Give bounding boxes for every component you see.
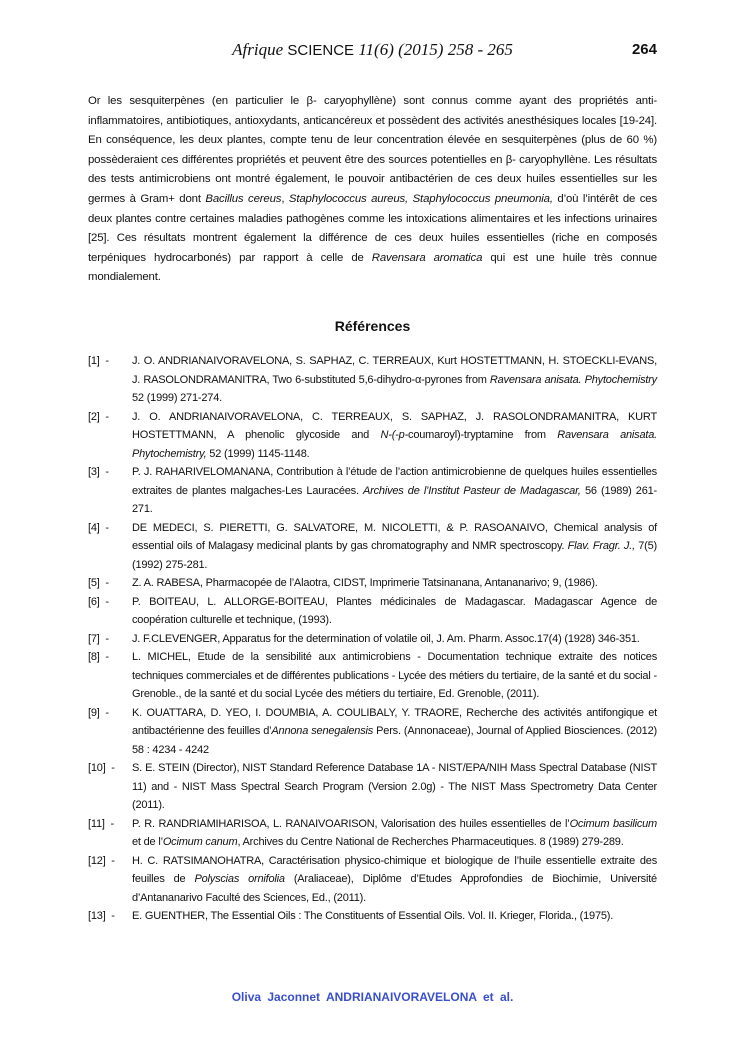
reference-item xyxy=(88,648,657,704)
reference-number: [12] - xyxy=(88,854,115,867)
reference-text: H. C. RATSIMANOHATRA, Caractérisation physico-chimique et biologique de l’huile essentielle extraite des feuilles de Polyscias ornifolia (Araliaceae), Diplôme d’Etudes Approfondies de Biochimie, Université d’Antananarivo Faculté des Sciences, Ed., (2011). xyxy=(132,854,657,904)
journal-name-afrique: Afrique xyxy=(232,40,284,59)
reference-number: [9] - xyxy=(88,706,109,719)
reference-item xyxy=(88,519,657,575)
reference-text: L. MICHEL, Etude de la sensibilité aux antimicrobiens - Documentation technique extraite des notices techniques commerciales et de différentes publications - Lycée des métiers du tertiaire, de la santé et du social - Grenoble., de la santé et du social Lycée des métiers du tertiaire, Ed. Grenoble, (2011). xyxy=(132,651,657,700)
reference-number: [7] - xyxy=(88,632,109,645)
reference-number: [2] - xyxy=(88,410,109,423)
body-paragraph xyxy=(88,92,657,288)
reference-item xyxy=(88,815,657,852)
body-text-3: d’où l’intérêt de ces deux plantes contre certaines maladies pathogènes comme les intoxications alimentaires et les infections urinaires [25]. Ces résultats montrent également la différence de ces deux huiles essentielles (riche en composés terpéniques hydrocarbonés) par rapport à celle de xyxy=(88,192,658,264)
running-footer-authors: Oliva Jaconnet ANDRIANAIVORAVELONA et al. xyxy=(231,990,514,1004)
reference-item xyxy=(88,704,657,760)
reference-item xyxy=(88,463,657,519)
running-header xyxy=(88,40,657,64)
journal-title xyxy=(88,40,657,60)
reference-item xyxy=(88,630,657,649)
body-italic-3: Ravensara aromatica xyxy=(371,251,483,264)
reference-text: P. R. RANDRIAMIHARISOA, L. RANAIVOARISON, Valorisation des huiles essentielles de l’Ocimum basilicum et de l’Ocimum canum, Archives du Centre National de Recherches Pharmaceutiques. 8 (1989) 279-289. xyxy=(132,817,657,848)
reference-text: P. J. RAHARIVELOMANANA, Contribution à l’étude de l’action antimicrobienne de quelques huiles essentielles extraites de plantes malgaches-Les Lauracées. Archives de l’Institut Pasteur de Madagascar, 56 (1989) 261-271. xyxy=(132,466,657,515)
reference-number: [1] - xyxy=(88,355,109,367)
reference-item xyxy=(88,759,657,815)
reference-text: DE MEDECI, S. PIERETTI, G. SALVATORE, M. NICOLETTI, & P. RASOANAIVO, Chemical analysis of essential oils of Malagasy medicinal plants by gas chromatography and NMR spectroscopy. Flav. Fragr. J., 7(5) (1992) 275-281. xyxy=(132,521,658,571)
body-text-2: , xyxy=(281,192,289,205)
reference-list xyxy=(88,352,657,926)
reference-text: E. GUENTHER, The Essential Oils : The Constituents of Essential Oils. Vol. II. Krieger, Florida., (1975). xyxy=(132,910,614,922)
journal-volume: 11(6) (2015) 258 - 265 xyxy=(358,40,513,59)
reference-item xyxy=(88,408,657,464)
reference-item xyxy=(88,593,657,630)
reference-number: [4] - xyxy=(88,521,109,534)
body-text-1: Or les sesquiterpènes (en particulier le β- caryophyllène) sont connus comme ayant des propriétés anti-inflammatoires, antibiotiques, antioxydants, anticancéreux et possèdent des activités anesthésiques locales [19-24]. En conséquence, les deux plantes, compte tenu de leur concentration élevée en sesquiterpènes (plus de 60 %) possèderaient ces différentes propriétés et peuvent être des sources potentielles en β- caryophyllène. Les résultats des tests antimicrobiens ont montré également, le pouvoir antibactérien de ces deux huiles essentielles sur les germes à Gram+ dont xyxy=(88,95,657,205)
reference-item xyxy=(88,907,657,926)
reference-item xyxy=(88,352,657,408)
body-italic-1: Bacillus cereus xyxy=(205,192,282,205)
reference-text: K. OUATTARA, D. YEO, I. DOUMBIA, A. COULIBALY, Y. TRAORE, Recherche des activités antifongique et antibactérienne des feuilles d’Annona senegalensis Pers. (Annonaceae), Journal of Applied Biosciences. (2012) 58 : 4234 - 4242 xyxy=(132,706,657,756)
reference-number: [10] - xyxy=(88,762,115,774)
reference-item xyxy=(88,574,657,593)
reference-item xyxy=(88,852,657,908)
reference-number: [5] - xyxy=(88,577,109,589)
reference-text: J. O. ANDRIANAIVORAVELONA, C. TERREAUX, S. SAPHAZ, J. RASOLONDRAMANITRA, KURT HOSTETTMANN, A phenolic glycoside and N-(-p-coumaroyl)-tryptamine from Ravensara anisata. Phytochemistry, 52 (1999) 1145-1148. xyxy=(132,410,657,460)
reference-number: [6] - xyxy=(88,595,109,608)
journal-name-science: SCIENCE xyxy=(287,42,355,59)
reference-text: Z. A. RABESA, Pharmacopée de l’Alaotra, CIDST, Imprimerie Tatsinanana, Antananarivo; 9, (1986). xyxy=(132,577,598,589)
reference-text: S. E. STEIN (Director), NIST Standard Reference Database 1A - NIST/EPA/NIH Mass Spectral Database (NIST 11) and - NIST Mass Spectral Search Program (Version 2.0g) - The NIST Mass Spectrometry Data Center (2011). xyxy=(132,762,657,811)
reference-number: [8] - xyxy=(88,651,109,663)
body-italic-2: Staphylococcus aureus, Staphylococcus pneumonia, xyxy=(288,192,553,205)
reference-number: [11] - xyxy=(88,817,114,830)
body-text-4: qui est une huile très connue mondialement. xyxy=(88,251,657,284)
reference-text: J. F.CLEVENGER, Apparatus for the determination of volatile oil, J. Am. Pharm. Assoc.17(4) (1928) 346-351. xyxy=(132,632,640,645)
page-number: 264 xyxy=(631,41,657,58)
reference-text: P. BOITEAU, L. ALLORGE-BOITEAU, Plantes médicinales de Madagascar. Madagascar Agence de coopération culturelle et technique, (1993). xyxy=(132,595,657,626)
reference-number: [3] - xyxy=(88,466,109,478)
references-heading: Références xyxy=(334,318,411,334)
reference-text: J. O. ANDRIANAIVORAVELONA, S. SAPHAZ, C. TERREAUX, Kurt HOSTETTMANN, H. STOECKLI-EVANS, J. RASOLONDRAMANITRA, Two 6-substituted 5,6-dihydro-α-pyrones from Ravensara anisata. Phytochemistry 52 (1999) 271-274. xyxy=(132,355,657,404)
reference-number: [13] - xyxy=(88,910,115,922)
